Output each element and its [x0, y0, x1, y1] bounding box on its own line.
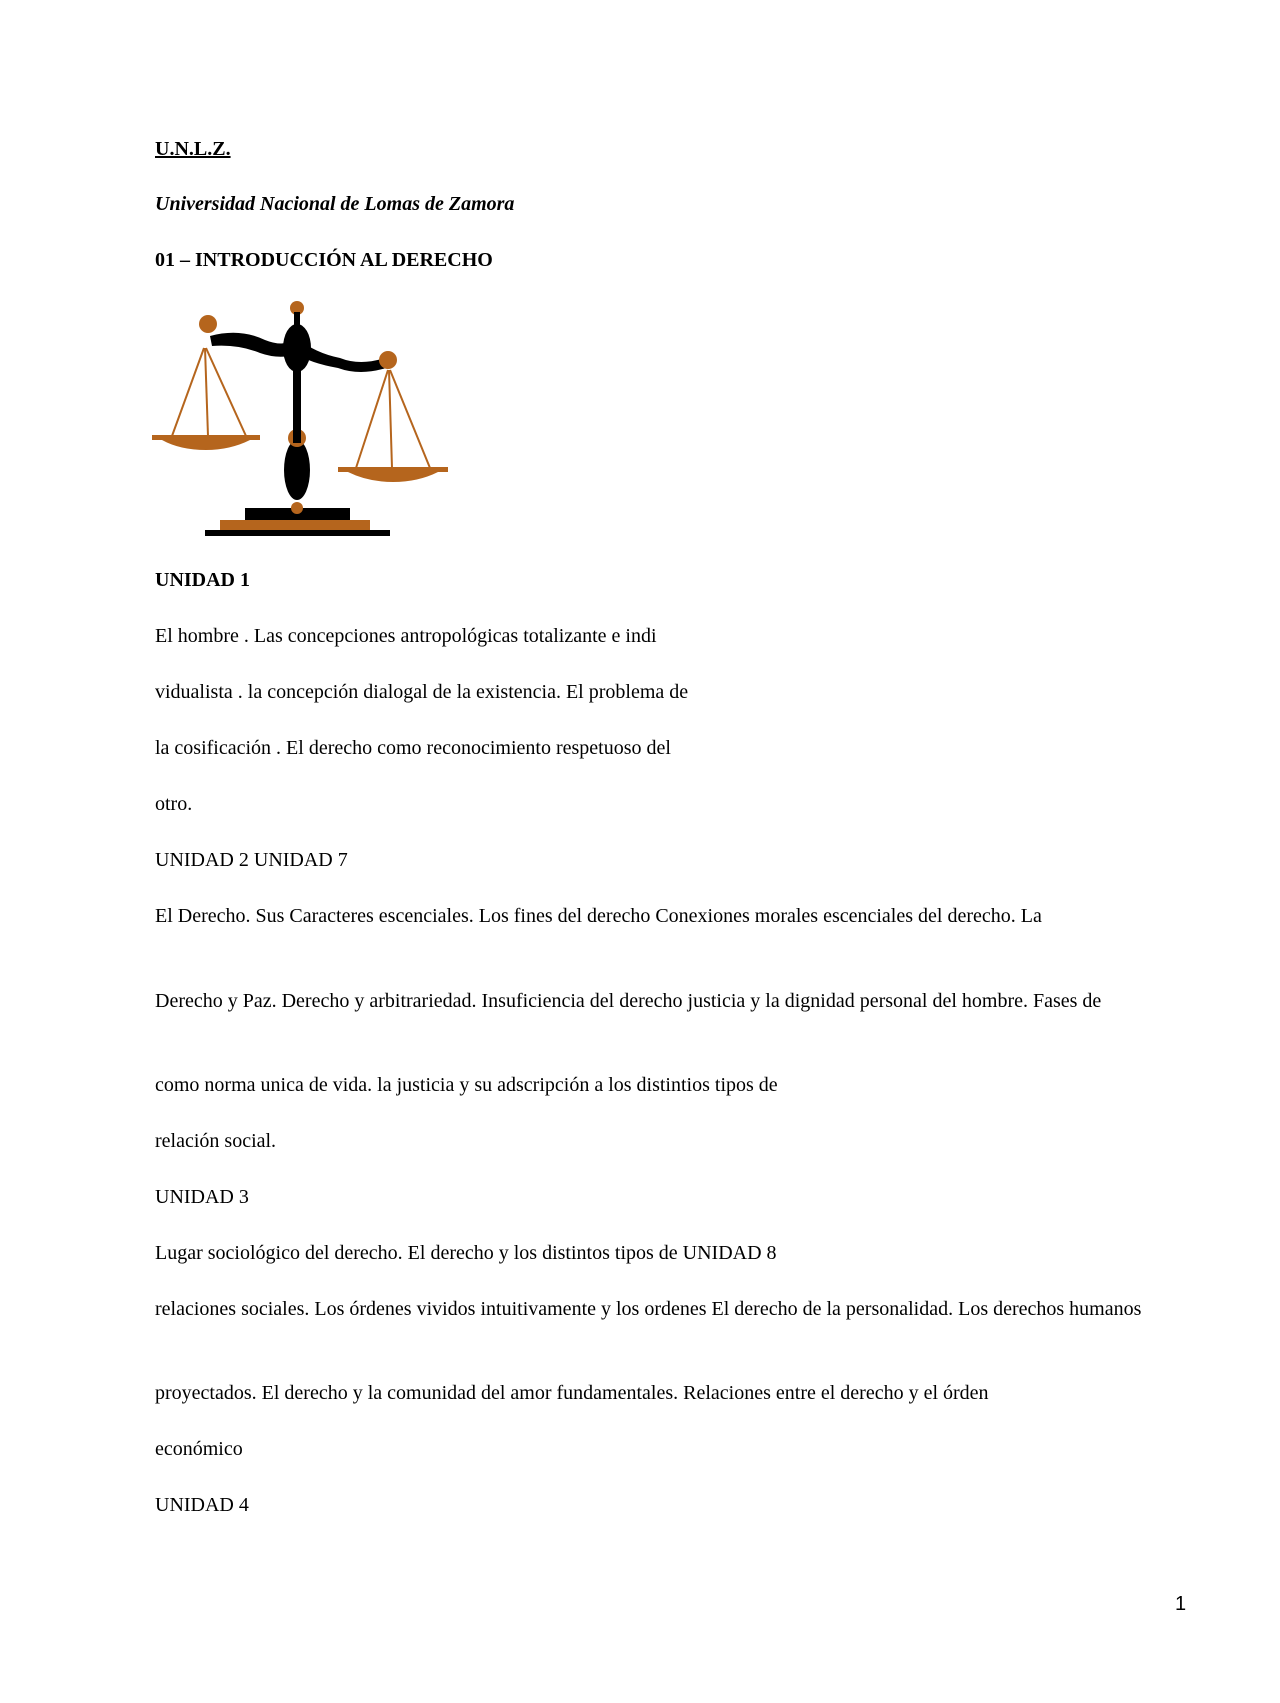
unit-1-line-3: la cosificación . El derecho como reconocimiento respetuoso del [155, 737, 671, 759]
page-number: 1 [1175, 1593, 1187, 1615]
scales-of-justice-icon [150, 298, 460, 545]
unit-2-line-4: relación social. [155, 1130, 277, 1152]
unit-1-heading: UNIDAD 1 [155, 569, 250, 591]
unit-3-line-3: proyectados. El derecho y la comunidad del amor fundamentales. Relaciones entre el derecho y el órden [155, 1382, 989, 1404]
unit-1-line-1: El hombre . Las concepciones antropológicas totalizante e indi [155, 625, 657, 647]
unit-2-line-2: Derecho y Paz. Derecho y arbitrariedad. Insuficiencia del derecho justicia y la dignidad personal del hombre. Fases de [155, 990, 1102, 1012]
unit-4-heading: UNIDAD 4 [155, 1494, 249, 1516]
unit-1-line-4: otro. [155, 793, 193, 815]
unit-3-heading: UNIDAD 3 [155, 1186, 249, 1208]
unit-3-line-2: relaciones sociales. Los órdenes vividos intuitivamente y los ordenes El derecho de la personalidad. Los derechos humanos [155, 1298, 1142, 1320]
unit-2-line-3: como norma unica de vida. la justicia y su adscripción a los distintios tipos de [155, 1074, 778, 1096]
university-name: Universidad Nacional de Lomas de Zamora [155, 193, 515, 215]
unit-1-line-2: vidualista . la concepción dialogal de la existencia. El problema de [155, 681, 689, 703]
acronym-heading: U.N.L.Z. [155, 138, 231, 160]
unit-2-7-heading: UNIDAD 2 UNIDAD 7 [155, 849, 348, 871]
unit-2-line-1: El Derecho. Sus Caracteres escenciales. Los fines del derecho Conexiones morales escenciales del derecho. La [155, 905, 1042, 927]
unit-3-line-1: Lugar sociológico del derecho. El derecho y los distintos tipos de UNIDAD 8 [155, 1242, 777, 1264]
course-title: 01 – INTRODUCCIÓN AL DERECHO [155, 249, 493, 271]
unit-3-line-4: económico [155, 1438, 243, 1460]
